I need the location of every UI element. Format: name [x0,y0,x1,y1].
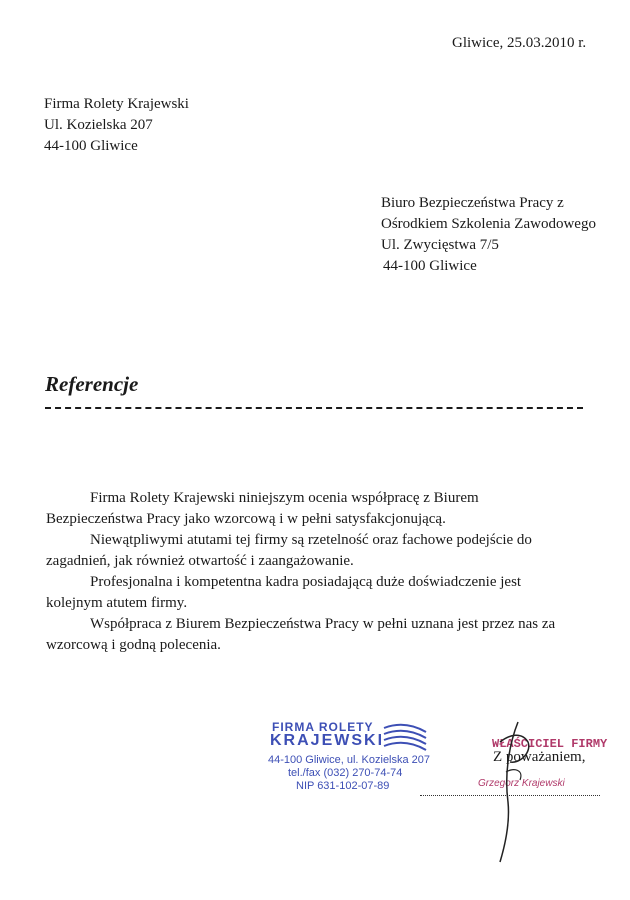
sender-line: Ul. Kozielska 207 [44,117,153,133]
sender-line: Firma Rolety Krajewski [44,96,189,112]
recipient-line: 44-100 Gliwice [383,258,477,274]
sender-address [44,94,189,157]
stamp-nip: NIP 631-102-07-89 [296,780,390,792]
recipient-line: Ul. Zwycięstwa 7/5 [381,237,499,253]
letter-date: Gliwice, 25.03.2010 r. [452,35,587,51]
body-paragraph: Niewątpliwymi atutami tej firmy są rzetelność oraz fachowe podejście do zagadnień, jak również otwartość i zaangażowanie. [46,532,532,569]
handwritten-signature-icon [470,712,550,872]
closing-text: Z poważaniem, [493,749,586,765]
owner-stamp-title: WŁAŚCICIEL FIRMY [492,737,608,751]
body-paragraph: Firma Rolety Krajewski niniejszym ocenia współpracę z Biurem Bezpieczeństwa Pracy jako wzorcową i w pełni satysfakcjonującą. [46,490,479,527]
title-divider [45,407,583,409]
recipient-line: Ośrodkiem Szkolenia Zawodowego [381,216,596,232]
recipient-line: Biuro Bezpieczeństwa Pracy z [381,195,564,211]
stamp-phone: tel./fax (032) 270-74-74 [288,767,403,779]
stamp-logo-line1: FIRMA ROLETY [272,720,374,734]
company-stamp [262,720,432,800]
letter-title: Referencje [45,372,139,396]
stamp-address: 44-100 Gliwice, ul. Kozielska 207 [268,754,431,766]
stamp-logo-lines-icon [382,722,428,752]
recipient-address [381,193,596,277]
letter-body [46,488,576,656]
body-paragraph: Współpraca z Biurem Bezpieczeństwa Pracy w pełni uznana jest przez nas za wzorcową i godną polecenia. [46,616,556,653]
stamp-logo-line2: KRAJEWSKI [270,732,385,749]
owner-stamp-name: Grzegorz Krajewski [478,778,565,789]
body-paragraph: Profesjonalna i kompetentna kadra posiadającą duże doświadczenie jest kolejnym atutem firmy. [46,574,522,611]
sender-line: 44-100 Gliwice [44,138,138,154]
